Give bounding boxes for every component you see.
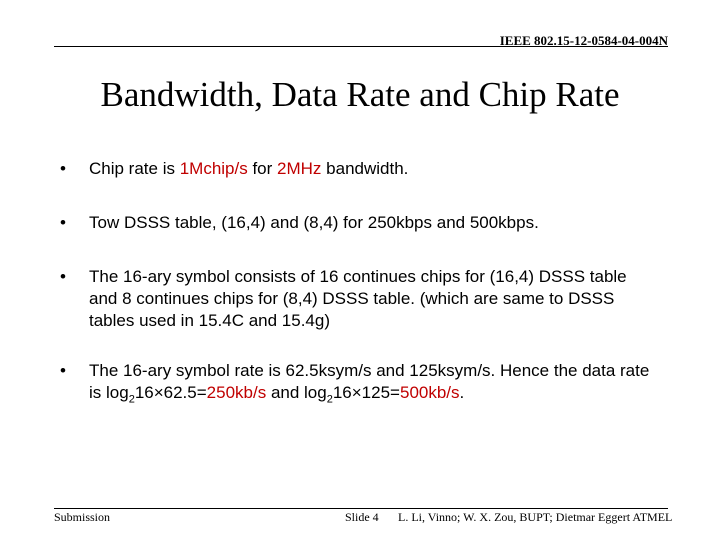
bullet-marker: • xyxy=(60,159,66,178)
header-rule xyxy=(54,46,668,47)
bullet-text: The 16-ary symbol consists of 16 continues chips for (16,4) DSSS table and 8 continues chips for (8,4) DSSS table. (which are same to DSSS tables used in 15.4C and 15.4g) xyxy=(89,267,627,330)
bullet-text-part: Chip rate is xyxy=(89,159,180,178)
bullet-text-part: for xyxy=(247,159,278,178)
bullet-item xyxy=(60,158,408,180)
bullet-item xyxy=(60,212,539,234)
bullet-item xyxy=(60,266,659,332)
log-base-subscript: 2 xyxy=(326,393,333,406)
bullet-marker: • xyxy=(60,213,66,232)
log-base-subscript: 2 xyxy=(128,393,135,406)
bullet-marker: • xyxy=(60,267,66,286)
bullet-text xyxy=(89,158,408,180)
footer-slide-number: Slide 4 xyxy=(345,510,379,524)
bullet-text-part: The 16-ary symbol rate is 62.5ksym/s and 125ksym/s. Hence the data rate is log xyxy=(89,361,650,402)
footer-rule xyxy=(54,508,668,509)
bullet-marker: • xyxy=(60,361,66,380)
bullet-text-part: 16×125= xyxy=(332,383,400,402)
slide-title: Bandwidth, Data Rate and Chip Rate xyxy=(100,75,620,114)
footer-authors: L. Li, Vinno; W. X. Zou, BUPT; Dietmar Eggert ATMEL xyxy=(398,510,673,524)
bullet-text xyxy=(89,360,659,404)
bullet-text-part: 16×62.5= xyxy=(134,383,207,402)
data-rate-value-1: 250kb/s xyxy=(206,383,267,402)
bullet-item xyxy=(60,360,659,404)
footer-submission: Submission xyxy=(54,510,111,524)
bullet-text-part: . xyxy=(459,383,465,402)
bandwidth-value: 2MHz xyxy=(277,159,322,178)
bullet-text-part: and log xyxy=(266,383,327,402)
bullet-text: Tow DSSS table, (16,4) and (8,4) for 250kbps and 500kbps. xyxy=(89,213,539,232)
data-rate-value-2: 500kb/s xyxy=(399,383,460,402)
document-id: IEEE 802.15-12-0584-04-004N xyxy=(499,33,668,48)
chip-rate-value: 1Mchip/s xyxy=(179,159,248,178)
bullet-text-part: bandwidth. xyxy=(321,159,409,178)
